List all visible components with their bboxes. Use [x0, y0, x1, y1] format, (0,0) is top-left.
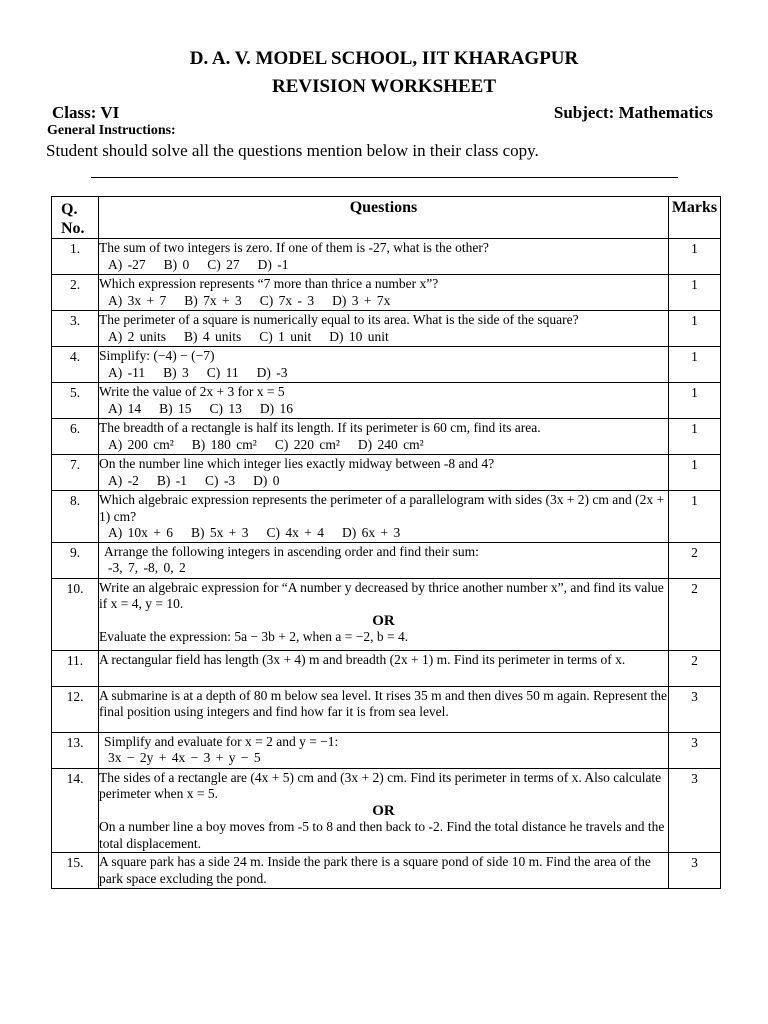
alternate-question-text: Evaluate the expression: 5a − 3b + 2, when a = −2, b = 4.: [99, 629, 409, 644]
option-choice: C) 27: [207, 256, 240, 272]
option-choice: B) 5x + 3: [190, 525, 249, 540]
col-header-marks: Marks: [669, 197, 721, 239]
school-name: D. A. V. MODEL SCHOOL, IIT KHARAGPUR: [189, 48, 579, 69]
table-row: [52, 455, 721, 491]
question-number: 11.: [52, 650, 99, 686]
question-text: Which expression represents “7 more than thrice a number x”?: [99, 276, 439, 291]
instructions-heading: General Instructions:: [47, 123, 176, 138]
option-choice: A) -27: [108, 256, 146, 272]
question-number: 1.: [52, 239, 99, 275]
question-text: Write an algebraic expression for “A number y decreased by thrice another number x”, and find its value if x = 4, y = 10.: [99, 579, 664, 611]
question-cell: [99, 347, 669, 383]
table-row: [52, 491, 721, 543]
question-cell: [99, 239, 669, 275]
question-marks: 1: [669, 347, 721, 383]
option-choice: A) 3x + 7: [108, 292, 167, 308]
question-marks: 2: [669, 578, 721, 650]
question-subtext: 3x − 2y + 4x − 3 + y − 5: [108, 750, 261, 765]
option-choice: A) 10x + 6: [108, 525, 173, 540]
question-cell: [99, 686, 669, 732]
question-number: 4.: [52, 347, 99, 383]
question-number: 12.: [52, 686, 99, 732]
option-choice: C) -3: [205, 472, 236, 488]
option-choice: A) 14: [108, 400, 142, 416]
option-choice: D) 0: [253, 472, 280, 488]
instructions-text: Student should solve all the questions mention below in their class copy.: [46, 141, 539, 160]
question-number: 7.: [52, 455, 99, 491]
question-text: The perimeter of a square is numerically equal to its area. What is the side of the square?: [99, 312, 579, 327]
options-line: [99, 473, 668, 490]
question-number: 9.: [52, 542, 99, 578]
option-choice: C) 1 unit: [259, 328, 312, 344]
or-separator: OR: [372, 612, 395, 629]
subject-label: Subject: Mathematics: [553, 103, 713, 122]
option-choice: D) 16: [259, 400, 293, 416]
option-choice: A) 200 cm²: [108, 436, 174, 452]
options-line: [99, 329, 668, 346]
question-text: Simplify: (−4) − (−7): [99, 348, 215, 363]
question-text: The sum of two integers is zero. If one of them is -27, what is the other?: [99, 240, 489, 255]
question-text: The breadth of a rectangle is half its length. If its perimeter is 60 cm, find its area.: [99, 420, 541, 435]
question-subtext: -3, 7, -8, 0, 2: [108, 560, 186, 575]
question-marks: 1: [669, 311, 721, 347]
table-row: [52, 383, 721, 419]
question-marks: 2: [669, 542, 721, 578]
table-header-row: [52, 197, 721, 239]
col-header-qno: Q. No.: [52, 197, 99, 239]
col-header-questions: Questions: [99, 197, 669, 239]
question-cell: [99, 768, 669, 853]
question-marks: 1: [669, 455, 721, 491]
option-choice: B) 7x + 3: [184, 292, 242, 308]
table-row: [52, 419, 721, 455]
question-text: On the number line which integer lies exactly midway between -8 and 4?: [99, 456, 495, 471]
alternate-question-text: On a number line a boy moves from -5 to 8 and then back to -2. Find the total distance he travels and the total displacement.: [99, 819, 665, 851]
option-choice: C) 7x - 3: [259, 292, 315, 308]
or-separator: OR: [372, 802, 395, 819]
question-cell: [99, 732, 669, 768]
option-choice: B) 3: [163, 364, 189, 380]
class-label: Class: VI: [52, 103, 120, 122]
question-cell: [99, 311, 669, 347]
question-text: Simplify and evaluate for x = 2 and y = −1:: [104, 733, 339, 749]
options-line: [99, 401, 668, 418]
options-line: [99, 437, 668, 454]
option-choice: B) -1: [156, 472, 187, 488]
option-choice: D) -1: [257, 256, 289, 272]
option-choice: D) -3: [256, 364, 288, 380]
question-text: Write the value of 2x + 3 for x = 5: [99, 384, 285, 399]
table-row: [52, 732, 721, 768]
question-marks: 1: [669, 419, 721, 455]
question-marks: 1: [669, 275, 721, 311]
question-cell: [99, 491, 669, 543]
question-marks: 1: [669, 239, 721, 275]
options-line: [99, 365, 668, 382]
table-row: [52, 853, 721, 889]
question-marks: 3: [669, 853, 721, 889]
table-row: [52, 239, 721, 275]
option-choice: D) 240 cm²: [357, 436, 424, 452]
table-row: [52, 311, 721, 347]
options-line: [99, 257, 668, 274]
question-cell: [99, 383, 669, 419]
option-choice: B) 0: [163, 256, 190, 272]
question-text: The sides of a rectangle are (4x + 5) cm and (3x + 2) cm. Find its perimeter in terms of x. Also calculate perimeter when x = 5.: [99, 769, 662, 801]
option-choice: D) 3 + 7x: [332, 292, 391, 308]
table-row: [52, 275, 721, 311]
question-cell: [99, 578, 669, 650]
option-choice: C) 4x + 4: [266, 525, 324, 540]
option-choice: B) 180 cm²: [191, 436, 257, 452]
question-text: Arrange the following integers in ascending order and find their sum:: [104, 543, 479, 559]
options-line: [99, 525, 668, 542]
divider-line: [91, 177, 678, 178]
question-number: 3.: [52, 311, 99, 347]
table-row: [52, 768, 721, 853]
question-number: 13.: [52, 732, 99, 768]
option-choice: C) 220 cm²: [274, 436, 340, 452]
questions-table: [51, 196, 721, 889]
option-choice: B) 4 units: [184, 328, 242, 344]
question-text: A submarine is at a depth of 80 m below sea level. It rises 35 m and then dives 50 m again. Represent the final position using integers and find how far it is from sea level.: [99, 687, 667, 719]
option-choice: D) 10 unit: [329, 328, 389, 344]
question-marks: 2: [669, 650, 721, 686]
option-choice: C) 13: [209, 400, 242, 416]
question-number: 5.: [52, 383, 99, 419]
question-cell: [99, 275, 669, 311]
question-marks: 1: [669, 383, 721, 419]
option-choice: D) 6x + 3: [341, 525, 401, 540]
option-choice: C) 11: [206, 364, 239, 380]
table-row: [52, 347, 721, 383]
table-row: [52, 650, 721, 686]
question-cell: [99, 455, 669, 491]
question-cell: [99, 853, 669, 889]
question-number: 6.: [52, 419, 99, 455]
option-choice: A) -2: [108, 472, 139, 488]
option-choice: A) 2 units: [108, 328, 166, 344]
options-line: [99, 293, 668, 310]
question-marks: 3: [669, 768, 721, 853]
question-marks: 1: [669, 491, 721, 543]
question-cell: [99, 419, 669, 455]
table-row: [52, 686, 721, 732]
question-cell: [99, 542, 669, 578]
question-text: A rectangular field has length (3x + 4) m and breadth (2x + 1) m. Find its perimeter in terms of x.: [99, 651, 626, 667]
question-number: 15.: [52, 853, 99, 889]
question-number: 14.: [52, 768, 99, 853]
question-number: 8.: [52, 491, 99, 543]
option-choice: B) 15: [159, 400, 192, 416]
option-choice: A) -11: [108, 364, 146, 380]
question-marks: 3: [669, 686, 721, 732]
question-marks: 3: [669, 732, 721, 768]
table-row: [52, 542, 721, 578]
question-cell: [99, 650, 669, 686]
table-row: [52, 578, 721, 650]
question-number: 10.: [52, 578, 99, 650]
question-text: A square park has a side 24 m. Inside the park there is a square pond of side 10 m. Find the area of the park space excluding the pond.: [99, 854, 651, 886]
worksheet-title: REVISION WORKSHEET: [271, 76, 497, 97]
question-text: Which algebraic expression represents the perimeter of a parallelogram with sides (3x + 2) cm and (2x + 1) cm?: [99, 492, 665, 524]
question-number: 2.: [52, 275, 99, 311]
